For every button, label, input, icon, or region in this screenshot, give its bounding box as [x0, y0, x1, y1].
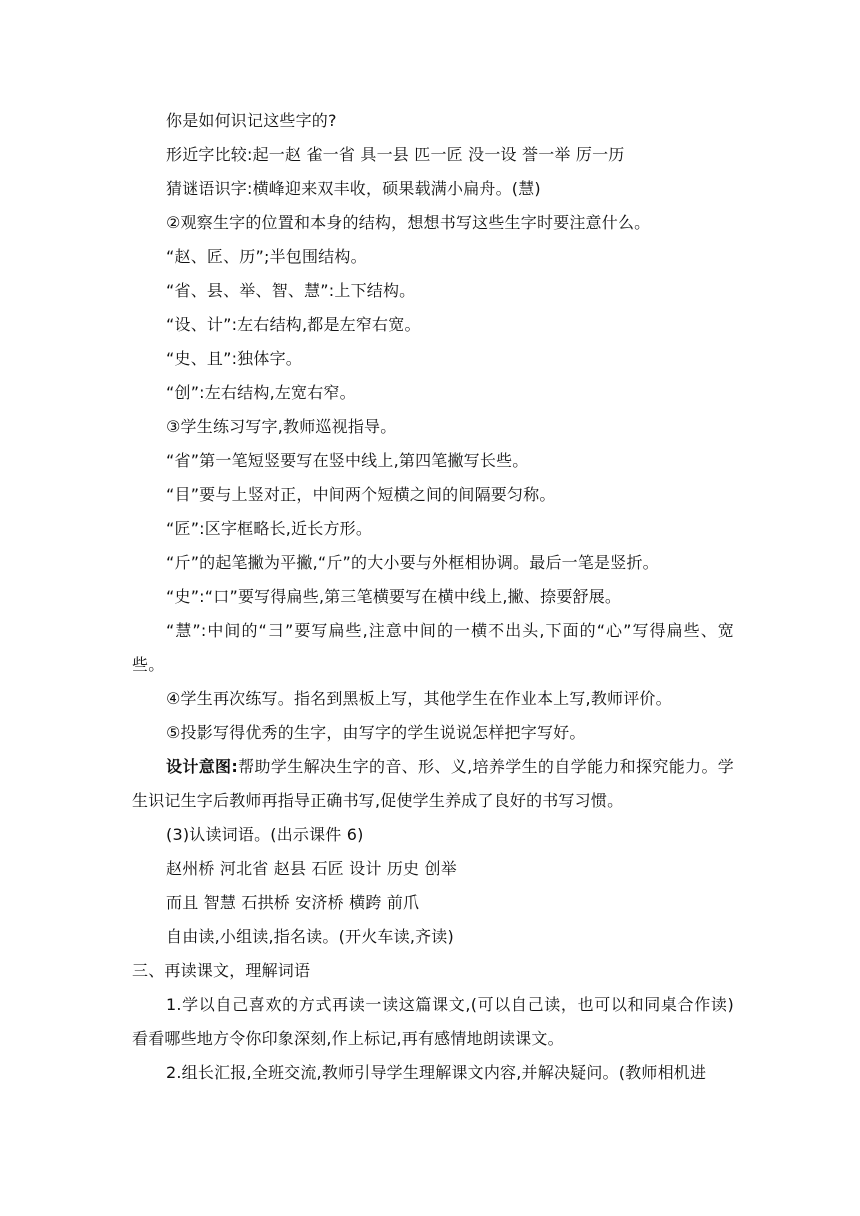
hui-paragraph: “慧”:中间的“彐”要写扁些,注意中间的一横不出头,下面的“心”写得扁些、宽些。 [132, 621, 734, 674]
design-intent-paragraph [132, 750, 734, 818]
text-line: “斤”的起笔撇为平撇,“斤”的大小要与外框相协调。最后一笔是竖折。 [166, 553, 659, 572]
section-heading: 三、再读课文，理解词语 [132, 961, 311, 980]
text-line: “省、县、举、智、慧”:上下结构。 [166, 281, 416, 300]
design-intent-text: 帮助学生解决生字的音、形、义,培养学生的自学能力和探究能力。学生识记生字后教师再指导正确书写,促使学生养成了良好的书写习惯。 [132, 757, 734, 810]
item-number: 1. [166, 995, 182, 1014]
item-text: 学以自己喜欢的方式再读一读这篇课文,(可以自己读，也可以和同桌合作读)看看哪些地方令你印象深刻,作上标记,再有感情地朗读课文。 [132, 995, 734, 1048]
text-line: ②观察生字的位置和本身的结构，想想书写这些生字时要注意什么。 [166, 213, 651, 232]
text-line: ④学生再次练写。指名到黑板上写，其他学生在作业本上写,教师评价。 [166, 689, 672, 708]
item-text: 组长汇报,全班交流,教师引导学生理解课文内容,并解决疑问。(教师相机进 [181, 1063, 707, 1082]
text-line: “史”:“口”要写得扁些,第三笔横要写在横中线上,撇、捺要舒展。 [166, 587, 622, 606]
text-line: 你是如何识记这些字的? [166, 111, 337, 130]
text-line: 自由读,小组读,指名读。(开火车读,齐读) [166, 927, 454, 946]
document-body [132, 104, 734, 1090]
text-line: “目”要与上竖对正，中间两个短横之间的间隔要匀称。 [166, 485, 556, 504]
text-line: “省”第一笔短竖要写在竖中线上,第四笔撇写长些。 [166, 451, 529, 470]
text-line: 形近字比较:起一赵 雀一省 具一县 匹一匠 没一设 誉一举 厉一历 [166, 145, 625, 164]
text-line: “赵、匠、历”;半包围结构。 [166, 247, 367, 266]
text-line: ⑤投影写得优秀的生字，由写字的学生说说怎样把字写好。 [166, 723, 586, 742]
text-line: (3)认读词语。(出示课件 6) [166, 825, 364, 844]
text-line: “创”:左右结构,左宽右窄。 [166, 383, 356, 402]
design-intent-label: 设计意图: [166, 757, 239, 776]
numbered-paragraph [132, 1056, 734, 1090]
item-number: 2. [166, 1063, 182, 1082]
text-line: 猜谜语识字:横峰迎来双丰收，硕果载满小扁舟。(慧) [166, 179, 541, 198]
text-line: “设、计”:左右结构,都是左窄右宽。 [166, 315, 421, 334]
vocabulary-line: 而且 智慧 石拱桥 安济桥 横跨 前爪 [166, 893, 420, 912]
numbered-paragraph [132, 988, 734, 1056]
text-line: ③学生练习写字,教师巡视指导。 [166, 417, 397, 436]
vocabulary-line: 赵州桥 河北省 赵县 石匠 设计 历史 创举 [166, 859, 457, 878]
text-line: “匠”:区字框略长,近长方形。 [166, 519, 373, 538]
text-line: “史、且”:独体字。 [166, 349, 302, 368]
